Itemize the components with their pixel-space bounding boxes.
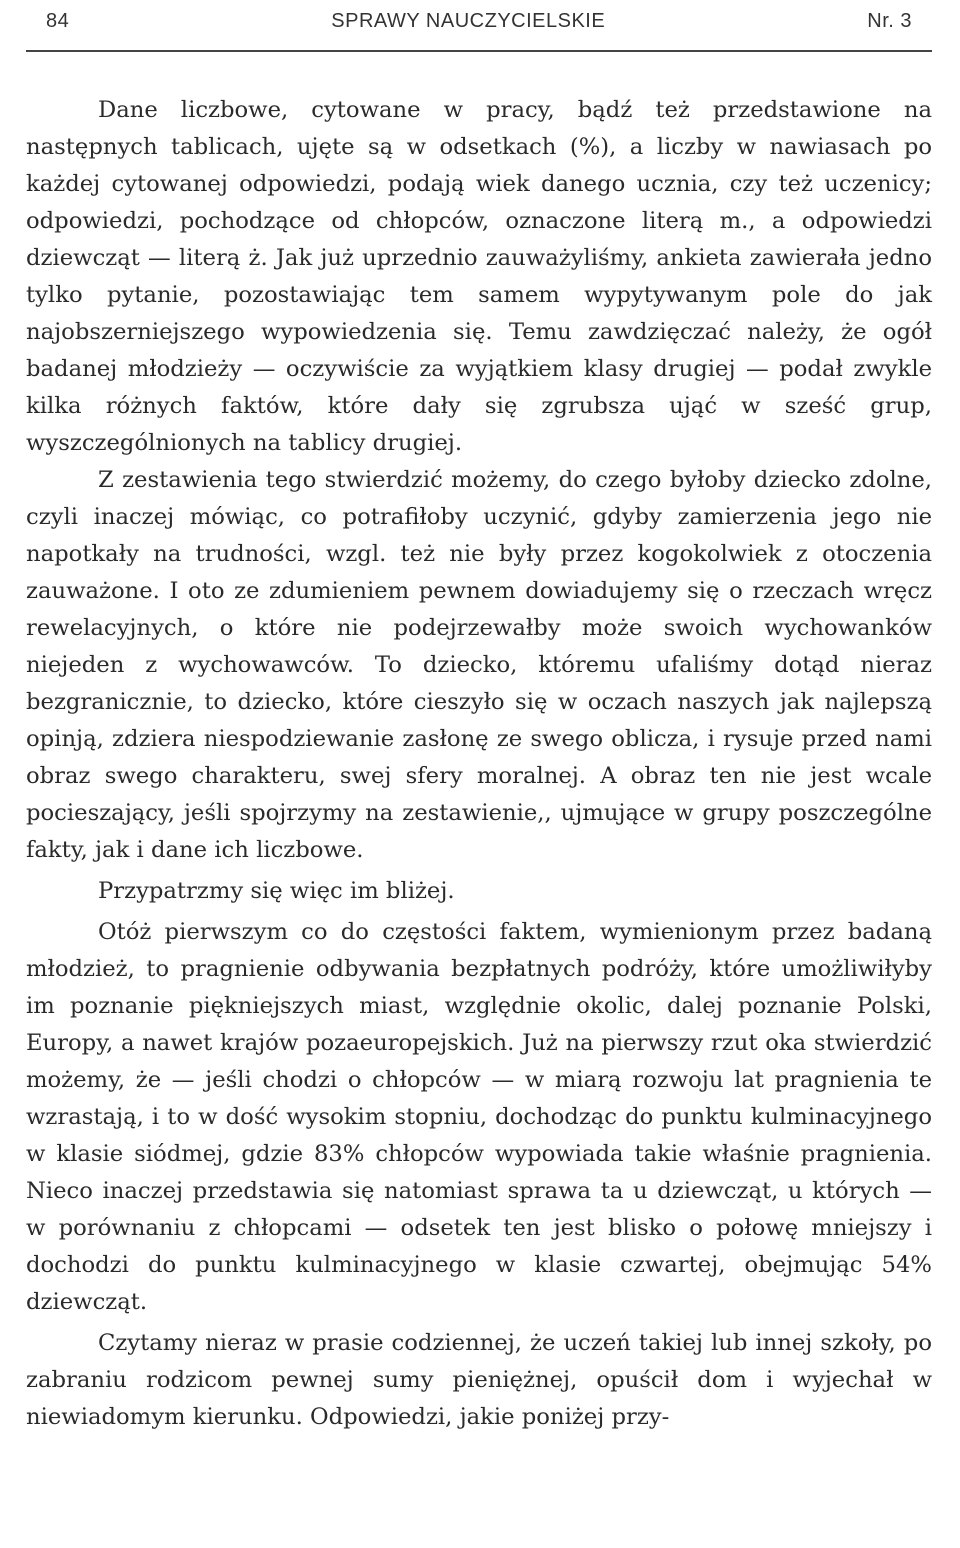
paragraph: Otóż pierwszym co do częstości faktem, wymienionym przez badaną młodzież, to pragnienie odbywania bezpłatnych podróży, które umożliwiłyby im poznanie piękniejszych miast, względnie okolic, dalej poznanie Polski, Europy, a nawet krajów pozaeuropejskich. Już na pierwszy rzut oka stwierdzić możemy, że — jeśli chodzi o chłopców — w miarą rozwoju lat pragnienia te wzrastają, i to w dość wysokim stopniu, dochodząc do punktu kulminacyjnego w klasie siódmej, gdzie 83% chłopców wypowiada takie właśnie pragnienia. Nieco inaczej przedstawia się natomiast sprawa ta u dziewcząt, u których — w porównaniu z chłopcami — odsetek ten jest blisko o połowę mniejszy i dochodzi do punktu kulminacyjnego w klasie czwartej, obejmując 54% dziewcząt. — [26, 919, 932, 1315]
paragraph: Czytamy nieraz w prasie codziennej, że uczeń takiej lub innej szkoły, po zabraniu rodzicom pewnej sumy pieniężnej, opuścił dom i wyjechał w niewiadomym kierunku. Odpowiedzi, jakie poniżej przy- — [26, 1330, 932, 1430]
running-header — [26, 0, 932, 44]
paragraph: Przypatrzmy się więc im bliżej. — [98, 878, 455, 904]
journal-title: SPRAWY NAUCZYCIELSKIE — [331, 10, 606, 32]
paragraph: Z zestawienia tego stwierdzić możemy, do czego byłoby dziecko zdolne, czyli inaczej mówiąc, co potrafiłoby uczynić, gdyby zamierzenia jego nie napotkały na trudności, wzgl. też nie były przez kogokolwiek z otoczenia zauważone. I oto ze zdumieniem pewnem dowiadujemy się o rzeczach wręcz rewelacyjnych, o które nie podejrzewałby może swoich wychowanków niejeden z wychowawców. To dziecko, któremu ufaliśmy dotąd nieraz bezgranicznie, to dziecko, które cieszyło się w oczach naszych jak najlepszą opinją, zdziera niespodziewanie zasłonę ze swego oblicza, i rysuje przed nami obraz swego charakteru, swej sfery moralnej. A obraz ten nie jest wcale pocieszający, jeśli spojrzymy na zestawienie,, ujmujące w grupy poszczególne fakty, jak i dane ich liczbowe. — [26, 467, 932, 863]
issue-number: Nr. 3 — [867, 10, 912, 32]
paragraph: Dane liczbowe, cytowane w pracy, bądź też przedstawione na następnych tablicach, ujęte są w odsetkach (%), a liczby w nawiasach po każdej cytowanej odpowiedzi, podają wiek danego ucznia, czy też uczenicy; odpowiedzi, pochodzące od chłopców, oznaczone literą m., a odpowiedzi dziewcząt — literą ż. Jak już uprzednio zauważyliśmy, ankieta zawierała jedno tylko pytanie, pozostawiając tem samem wypytywanym pole do jak najobszerniejszego wypowiedzenia się. Temu zawdzięczać należy, że ogół badanej młodzieży — oczywiście za wyjątkiem klasy drugiej — podał zwykle kilka różnych faktów, które dały się zgrubsza ująć w sześć grup, wyszczególnionych na tablicy drugiej. — [26, 97, 932, 456]
header-rule — [26, 50, 932, 52]
page-number: 84 — [46, 10, 70, 32]
article-body — [26, 92, 932, 1436]
